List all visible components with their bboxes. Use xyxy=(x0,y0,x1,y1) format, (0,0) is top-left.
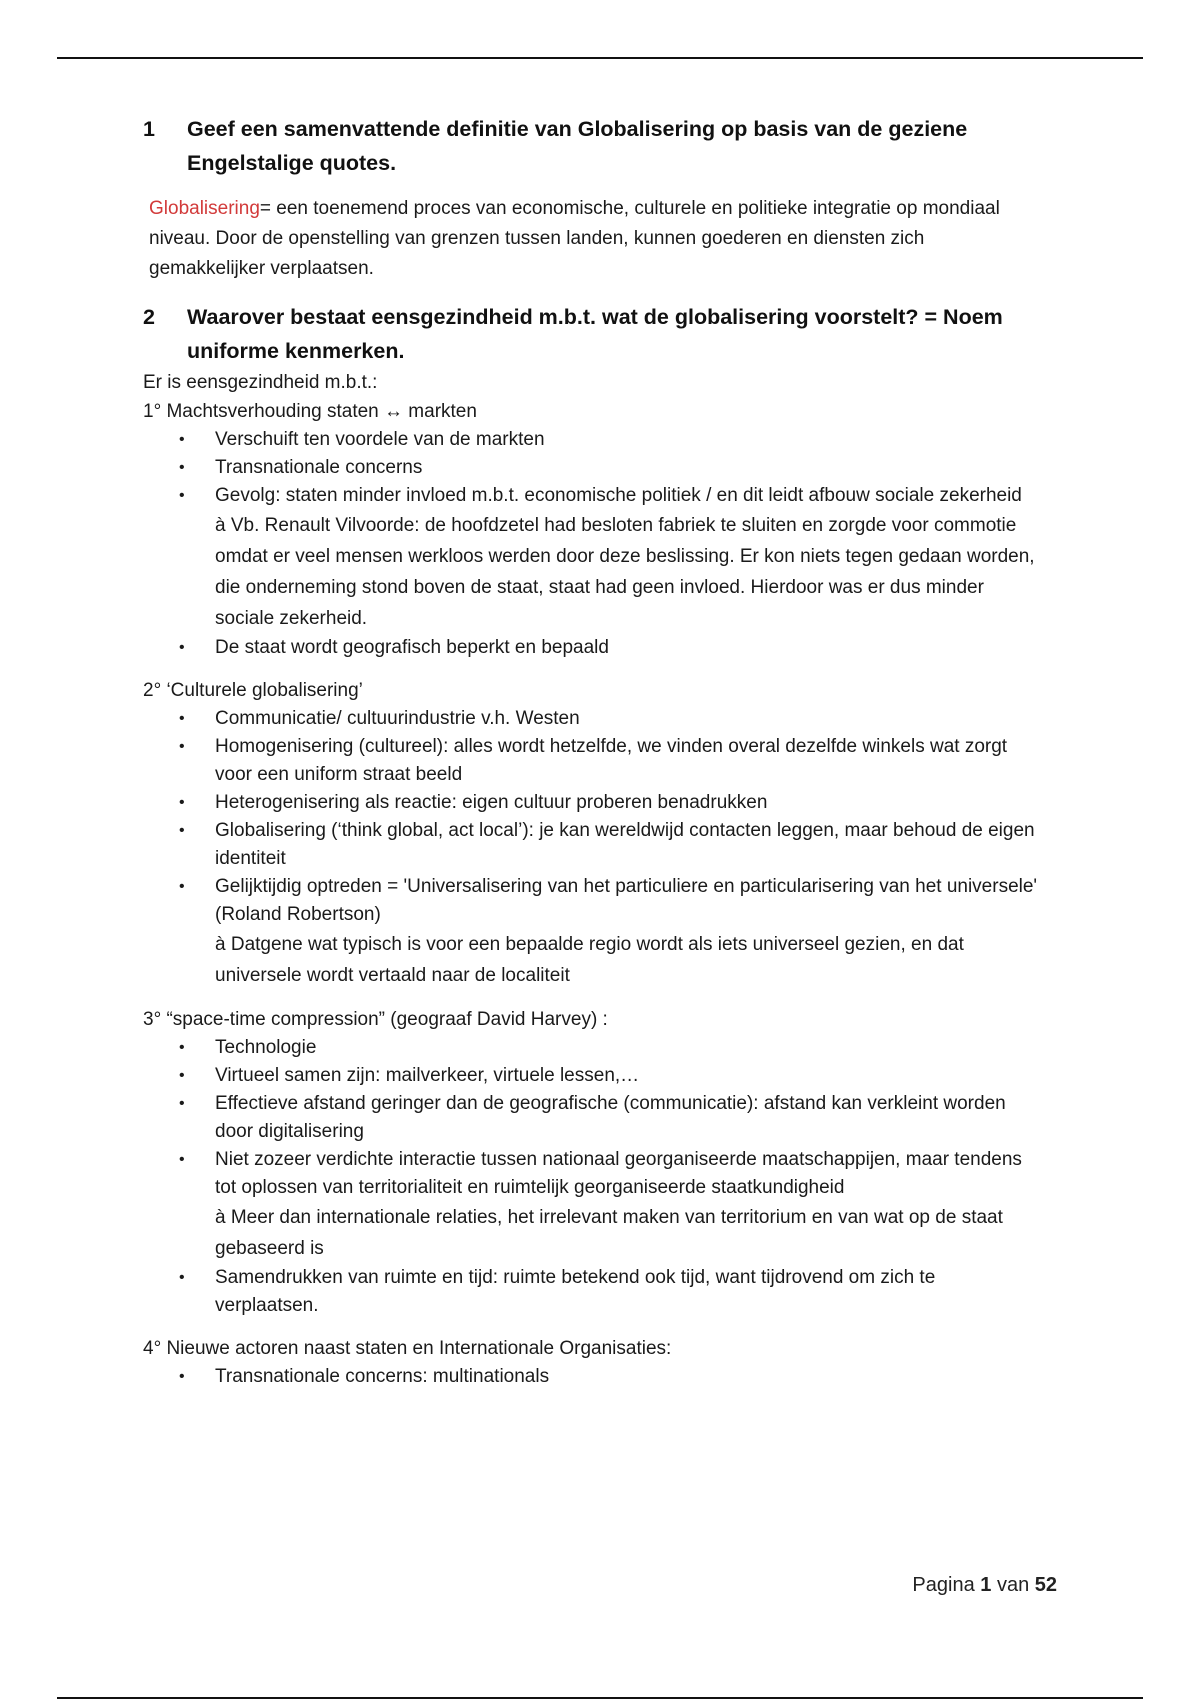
list-item xyxy=(143,817,1043,873)
section-2 xyxy=(143,676,1043,991)
bullet-icon: • xyxy=(179,794,185,811)
list-item-text: Effectieve afstand geringer dan de geografische (communicatie): afstand kan verkleint worden door digitalisering xyxy=(215,1093,1006,1142)
definition-text: = een toenemend proces van economische, culturele en politieke integratie op mondiaal niveau. Door de openstelling van grenzen tussen landen, kunnen goederen en diensten zich gemakkelijker verplaatsen. xyxy=(149,198,1000,279)
bullet-icon: • xyxy=(179,822,185,839)
page-total: 52 xyxy=(1034,1574,1057,1596)
consensus-intro: Er is eensgezindheid m.b.t.: xyxy=(143,372,378,393)
list-item-text: Gelijktijdig optreden = 'Universalisering van het particuliere en particularisering van het universele' (Roland Robertson) xyxy=(215,876,1038,925)
bullet-icon: • xyxy=(179,639,185,656)
bullet-list xyxy=(143,705,1043,991)
list-item-text: Samendrukken van ruimte en tijd: ruimte betekend ook tijd, want tijdrovend om zich te verplaatsen. xyxy=(215,1267,936,1316)
question-1-number: 1 xyxy=(143,117,155,141)
footer-rule xyxy=(57,1697,1143,1699)
bullet-icon: • xyxy=(179,710,185,727)
list-item-text: Verschuift ten voordele van de markten xyxy=(215,429,545,450)
header-rule xyxy=(57,57,1143,59)
section-1 xyxy=(143,397,1043,662)
arrow-icon: à xyxy=(215,515,226,536)
list-item-text: Transnationale concerns xyxy=(215,457,423,478)
bullet-list xyxy=(143,1034,1043,1320)
list-item-subnote xyxy=(215,929,1043,991)
page-of: van xyxy=(991,1574,1035,1596)
section-title: 4° Nieuwe actoren naast staten en Internationale Organisaties: xyxy=(143,1338,672,1359)
bullet-icon: • xyxy=(179,1151,185,1168)
bullet-list xyxy=(143,426,1043,662)
bullet-icon: • xyxy=(179,487,185,504)
list-item-text: De staat wordt geografisch beperkt en bepaald xyxy=(215,637,609,658)
section-3 xyxy=(143,1005,1043,1320)
bullet-list xyxy=(143,1363,1043,1391)
question-2-heading xyxy=(143,300,1043,368)
list-item-text: Heterogenisering als reactie: eigen cultuur proberen benadrukken xyxy=(215,792,768,813)
bullet-icon: • xyxy=(179,1368,185,1385)
bullet-icon: • xyxy=(179,878,185,895)
list-item xyxy=(143,1090,1043,1146)
bullet-icon: • xyxy=(179,738,185,755)
page-label: Pagina xyxy=(912,1574,981,1596)
bullet-icon: • xyxy=(179,1095,185,1112)
list-item-text: Globalisering (‘think global, act local’): je kan wereldwijd contacten leggen, maar behoud de eigen identiteit xyxy=(215,820,1035,869)
list-item xyxy=(143,873,1043,991)
list-item xyxy=(143,1034,1043,1062)
list-item-text: Virtueel samen zijn: mailverkeer, virtuele lessen,… xyxy=(215,1065,640,1086)
section-4 xyxy=(143,1334,1043,1391)
page-number xyxy=(912,1574,1057,1597)
definition-term: Globalisering xyxy=(149,198,260,219)
definition-paragraph xyxy=(149,194,1043,284)
bullet-icon: • xyxy=(179,431,185,448)
list-item xyxy=(143,634,1043,662)
list-item xyxy=(143,789,1043,817)
consensus-sections xyxy=(143,397,1043,1391)
section-title: 2° ‘Culturele globalisering’ xyxy=(143,680,363,701)
document-body xyxy=(143,112,1043,1391)
question-1-title: Geef een samenvattende definitie van Globalisering op basis van de geziene Engelstalige quotes. xyxy=(187,117,968,175)
page-current: 1 xyxy=(980,1574,992,1596)
list-item-text: Niet zozeer verdichte interactie tussen nationaal georganiseerde maatschappijen, maar tendens tot oplossen van territorialiteit en ruimtelijk georganiseerde staatkundigheid xyxy=(215,1149,1022,1198)
list-item xyxy=(143,1363,1043,1391)
list-item xyxy=(143,454,1043,482)
list-item-text: Technologie xyxy=(215,1037,317,1058)
list-item-text: Transnationale concerns: multinationals xyxy=(215,1366,550,1387)
list-item-subnote xyxy=(215,1202,1043,1264)
section-title: 3° “space-time compression” (geograaf David Harvey) : xyxy=(143,1009,608,1030)
list-item-text: Communicatie/ cultuurindustrie v.h. Westen xyxy=(215,708,580,729)
list-item-text: Gevolg: staten minder invloed m.b.t. economische politiek / en dit leidt afbouw sociale zekerheid xyxy=(215,485,1022,506)
arrow-icon: à xyxy=(215,1207,226,1228)
list-item xyxy=(143,733,1043,789)
subnote-text: Vb. Renault Vilvoorde: de hoofdzetel had besloten fabriek te sluiten en zorgde voor commotie omdat er veel mensen werkloos werden door deze beslissing. Er kon niets tegen gedaan worden, die onderneming stond boven de staat, staat had geen invloed. Hierdoor was er dus minder sociale zekerheid. xyxy=(215,515,1035,629)
arrow-icon: à xyxy=(215,934,226,955)
subnote-text: Datgene wat typisch is voor een bepaalde regio wordt als iets universeel gezien, en dat universele wordt vertaald naar de localiteit xyxy=(215,934,964,986)
question-1-heading xyxy=(143,112,1043,180)
bullet-icon: • xyxy=(179,1067,185,1084)
list-item xyxy=(143,482,1043,634)
question-2-title: Waarover bestaat eensgezindheid m.b.t. wat de globalisering voorstelt? = Noem uniforme kenmerken. xyxy=(187,305,1003,363)
list-item xyxy=(143,1264,1043,1320)
section-title: 1° Machtsverhouding staten ↔ markten xyxy=(143,401,477,422)
list-item-subnote xyxy=(215,510,1043,634)
list-item xyxy=(143,1062,1043,1090)
bullet-icon: • xyxy=(179,1039,185,1056)
bullet-icon: • xyxy=(179,459,185,476)
list-item xyxy=(143,1146,1043,1264)
list-item xyxy=(143,705,1043,733)
question-2-number: 2 xyxy=(143,305,155,329)
list-item-text: Homogenisering (cultureel): alles wordt hetzelfde, we vinden overal dezelfde winkels wat zorgt voor een uniform straat beeld xyxy=(215,736,1008,785)
list-item xyxy=(143,426,1043,454)
subnote-text: Meer dan internationale relaties, het irrelevant maken van territorium en van wat op de staat gebaseerd is xyxy=(215,1207,1003,1259)
bullet-icon: • xyxy=(179,1269,185,1286)
